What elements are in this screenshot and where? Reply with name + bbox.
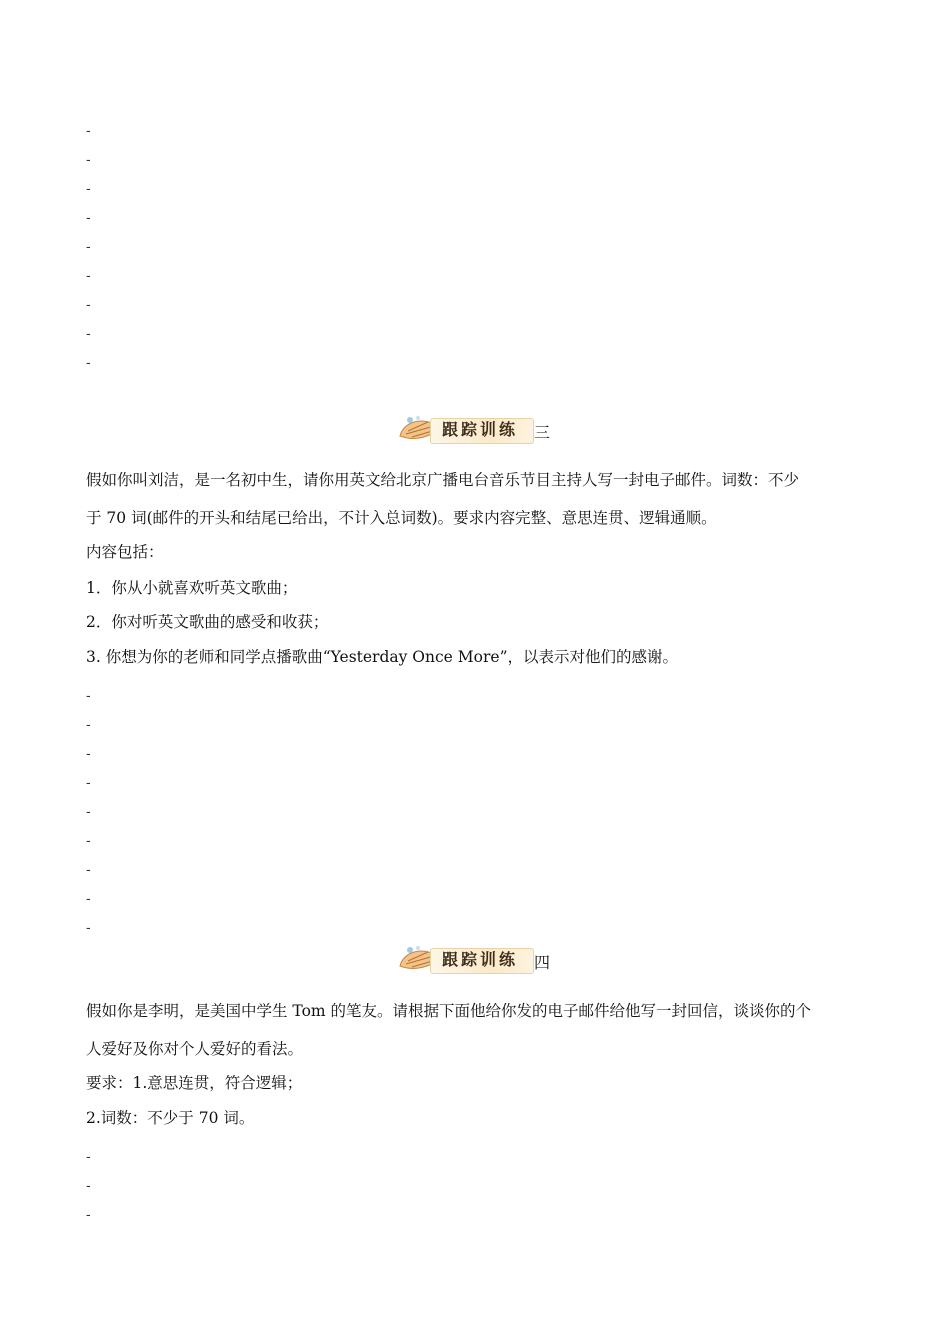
blank-line-dash: - — [86, 122, 91, 138]
blank-line-dash: - — [86, 325, 91, 341]
question-text-line: 假如你是李明，是美国中学生 Tom 的笔友。请根据下面他给你发的电子邮件给他写一封回信，谈谈你的个 — [86, 1002, 812, 1020]
blank-line-dash: - — [86, 1177, 91, 1193]
question-text-line: 2.词数：不少于 70 词。 — [86, 1109, 255, 1127]
section-number: 三 — [534, 423, 551, 442]
blank-line-dash: - — [86, 1148, 91, 1164]
question-text-line: 1．你从小就喜欢听英文歌曲； — [86, 579, 298, 597]
blank-line-dash: - — [86, 209, 91, 225]
practice-banner-3 — [398, 410, 558, 450]
question-text-line: 要求：1.意思连贯，符合逻辑； — [86, 1074, 303, 1092]
blank-line-dash: - — [86, 151, 91, 167]
question-text-line: 于 70 词(邮件的开头和结尾已给出，不计入总词数)。要求内容完整、意思连贯、逻辑通顺。 — [86, 509, 717, 527]
question-text-line: 假如你叫刘洁，是一名初中生，请你用英文给北京广播电台音乐节目主持人写一封电子邮件。词数：不少 — [86, 471, 800, 489]
section-number: 四 — [534, 953, 551, 972]
blank-line-dash: - — [86, 745, 91, 761]
blank-line-dash: - — [86, 267, 91, 283]
banner-label: 跟踪训练 — [442, 420, 519, 439]
blank-line-dash: - — [86, 180, 91, 196]
blank-line-dash: - — [86, 296, 91, 312]
question-text-line: 人爱好及你对个人爱好的看法。 — [86, 1040, 304, 1058]
blank-line-dash: - — [86, 774, 91, 790]
blank-line-dash: - — [86, 803, 91, 819]
blank-line-dash: - — [86, 919, 91, 935]
blank-line-dash: - — [86, 687, 91, 703]
blank-line-dash: - — [86, 861, 91, 877]
blank-line-dash: - — [86, 1206, 91, 1222]
question-text-line: 内容包括： — [86, 543, 164, 561]
blank-line-dash: - — [86, 832, 91, 848]
banner-label: 跟踪训练 — [442, 950, 519, 969]
blank-line-dash: - — [86, 238, 91, 254]
blank-line-dash: - — [86, 890, 91, 906]
blank-line-dash: - — [86, 716, 91, 732]
question-text-line: 2．你对听英文歌曲的感受和收获； — [86, 613, 329, 631]
practice-banner-4 — [398, 940, 558, 980]
question-text-line: 3. 你想为你的老师和同学点播歌曲“Yesterday Once More”，以表示对他们的感谢。 — [86, 648, 678, 666]
blank-line-dash: - — [86, 354, 91, 370]
